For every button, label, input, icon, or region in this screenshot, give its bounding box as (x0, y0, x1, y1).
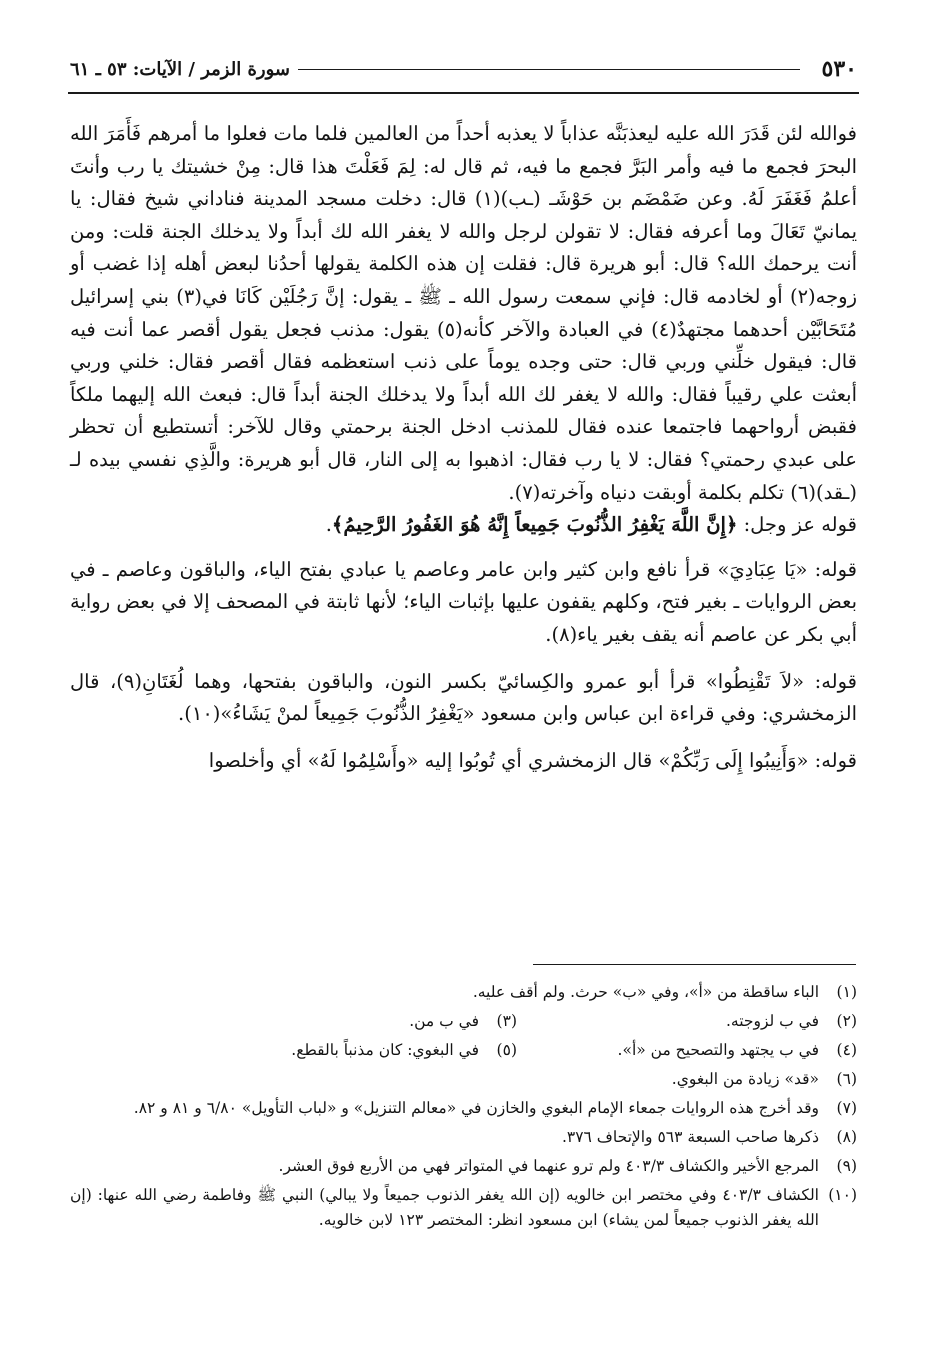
footnote-text: في ب يجتهد والتصحيح من «أ». (617, 1041, 819, 1059)
footnote (517, 1038, 857, 1063)
footnote-text: ذكرها صاحب السبعة ٥٦٣ والإتحاف ٣٧٦. (561, 1128, 819, 1146)
footnote-text: الكشاف ٤٠٣/٣ وفي مختصر ابن خالويه (إن الله يغفر الذنوب جميعاً ولا يبالي) النبي ﷺ وفاطمة رضي الله عنها: (إن الله يغفر الذنوب جميعاً لمن يشاء) ابن مسعود انظر: المختصر ١٢٣ لابن خالويه. (70, 1186, 819, 1229)
footnote-number: (٤) (836, 1041, 857, 1059)
footnote-row (70, 1038, 857, 1063)
verse-end: . (325, 513, 332, 537)
footnote (70, 1067, 857, 1092)
footnote-text: في ب من. (409, 1012, 479, 1030)
footnote-number: (١٠) (828, 1186, 857, 1204)
footnote-separator (533, 964, 856, 965)
main-text (70, 118, 857, 791)
footnote (70, 1125, 857, 1150)
footnote-row (70, 1009, 857, 1034)
footnote-text: المرجع الأخير والكشاف ٤٠٣/٣ ولم ترو عنهما في المتواتر فهي من الأربع فوق العشر. (278, 1157, 819, 1175)
footnote-number: (١) (836, 983, 857, 1001)
footnote-text: «قد» زيادة من البغوي. (671, 1070, 819, 1088)
footnote-number: (٥) (496, 1041, 517, 1059)
footnote (70, 1096, 857, 1121)
paragraph: قوله: «وَأَنِيبُوا إِلَى رَبِّكُمْ» قال الزمخشري أي تُوبُوا إليه «وأَسْلِمُوا لَهُ» أي وأخلصوا (208, 748, 857, 772)
footnote-number: (٣) (496, 1012, 517, 1030)
footnote (70, 1154, 857, 1179)
footnote-text: في ب لزوجته. (725, 1012, 819, 1030)
page-number: ٥٣٠ (821, 56, 857, 82)
paragraph: قوله: «يَا عِبَادِيَ» قرأ نافع وابن كثير وابن عامر وعاصم يا عبادي بفتح الياء، والباقون وعاصم ـ في بعض الروايات ـ بغير فتح، وكلهم يقفون عليها بإثبات الياء؛ لأنها ثابتة في المصحف إلا في بعض رواية أبي بكر عن عاصم أنه يقف بغير ياء(٨). (70, 557, 857, 646)
page-header (70, 52, 857, 86)
paragraph (70, 118, 857, 542)
footnote (70, 980, 857, 1005)
quran-verse: ﴿إِنَّ اللَّهَ يَغْفِرُ الذُّنُوبَ جَمِيعاً إِنَّهُ هُوَ الغَفُورُ الرَّحِيمُ﴾ (331, 513, 738, 537)
footnote-text: في البغوي: كان مذنباً بالقطع. (291, 1041, 479, 1059)
header-divider (68, 92, 859, 94)
footnote-number: (٢) (836, 1012, 857, 1030)
verse-intro: قوله عز وجل: (743, 513, 857, 537)
footnote (70, 1183, 857, 1233)
header-rule (298, 69, 800, 70)
footnote-number: (٨) (836, 1128, 857, 1146)
footnote (70, 1038, 517, 1063)
sura-title: سورة الزمر / الآيات: ٥٣ ـ ٦١ (70, 58, 290, 80)
footnote (517, 1009, 857, 1034)
paragraph: قوله: «لاَ تَقْنِطُوا» قرأ أبو عمرو والكِسائيّ بكسر النون، والباقون بفتحها، وهما لُغَتَانِ(٩)، قال الزمخشري: وفي قراءة ابن عباس وابن مسعود «يَغْفِرُ الذُّنُوبَ جَمِيعاً لمنْ يَشَاءُ»(١٠). (70, 669, 858, 726)
footnote-number: (٩) (836, 1157, 857, 1175)
footnote-number: (٦) (836, 1070, 857, 1088)
footnote-number: (٧) (836, 1099, 857, 1117)
footnote-text: وقد أخرج هذه الروايات جمعاء الإمام البغوي والخازن في «معالم التنزيل» و «لباب التأويل» ٦/٨٠ و ٨١ و ٨٢. (133, 1099, 819, 1117)
footnote-text: الباء ساقطة من «أ»، وفي «ب» حرث. ولم أقف عليه. (472, 983, 819, 1001)
paragraph-text: فوالله لئن قَدَرَ الله عليه ليعذبَنَّه عذاباً لا يعذبه أحداً من العالمين فلما مات فعلوا ما أمرهم فَأَمَرَ الله البحرَ فجمع ما فيه وأمر البَرَّ فجمع ما فيه، ثم قال له: لِمَ فَعَلْتَ هذا قال: مِنْ خشيتك يا رب وأنتَ أعلمُ فَغَفَرَ لَهُ. وعن ضَمْضَم بن حَوْشَـ (ـب)(١) قال: دخلت مسجد المدينة فناداني شيخ فقال: يا يمانيّ تَعَالَ وما أعرفه فقال: لا تقولن لرجل والله لا يغفر الله لك أبداً ولا يدخلك الجنة قلت: ومن أنت يرحمك الله؟ قال: أبو هريرة قال: فقلت إن هذه الكلمة يقولها أحدُنا لبعض أهله إذا غضب أو زوجه(٢) أو لخادمه قال: فإني سمعت رسول الله ـ ﷺ ـ يقول: إنَّ رَجُلَيْن كَانَا في(٣) بني إسرائيل مُتَحَابَّيْن أحدهما مجتهدٌ(٤) في العبادة والآخر كأنه(٥) يقول: مذنب فجعل يقول أقصر عما أنت فيه قال: فيقول خلِّني وربي قال: حتى وجده يوماً على ذنب استعظمه فقال أقصر فقال: خلني وربي أبعثت علي رقيباً فقال: والله لا يغفر لك الله أبداً ولا يدخلك الجنة أبداً قال: فبعث الله إليهما ملكاً فقبض أرواحهما فاجتمعا عنده فقال للمذنب ادخل الجنة برحمتي وقال للآخر: أتستطيع أن تحظر على عبدي رحمتي؟ فقال: لا يا رب فقال: اذهبوا به إلى النار، قال أبو هريرة: والَّذِي نفسي بيده لـ (ـقد)(٦) تكلم بكلمة أوبقت دنياه وآخرته(٧). (70, 122, 857, 504)
footnotes (70, 980, 857, 1237)
footnote (70, 1009, 517, 1034)
